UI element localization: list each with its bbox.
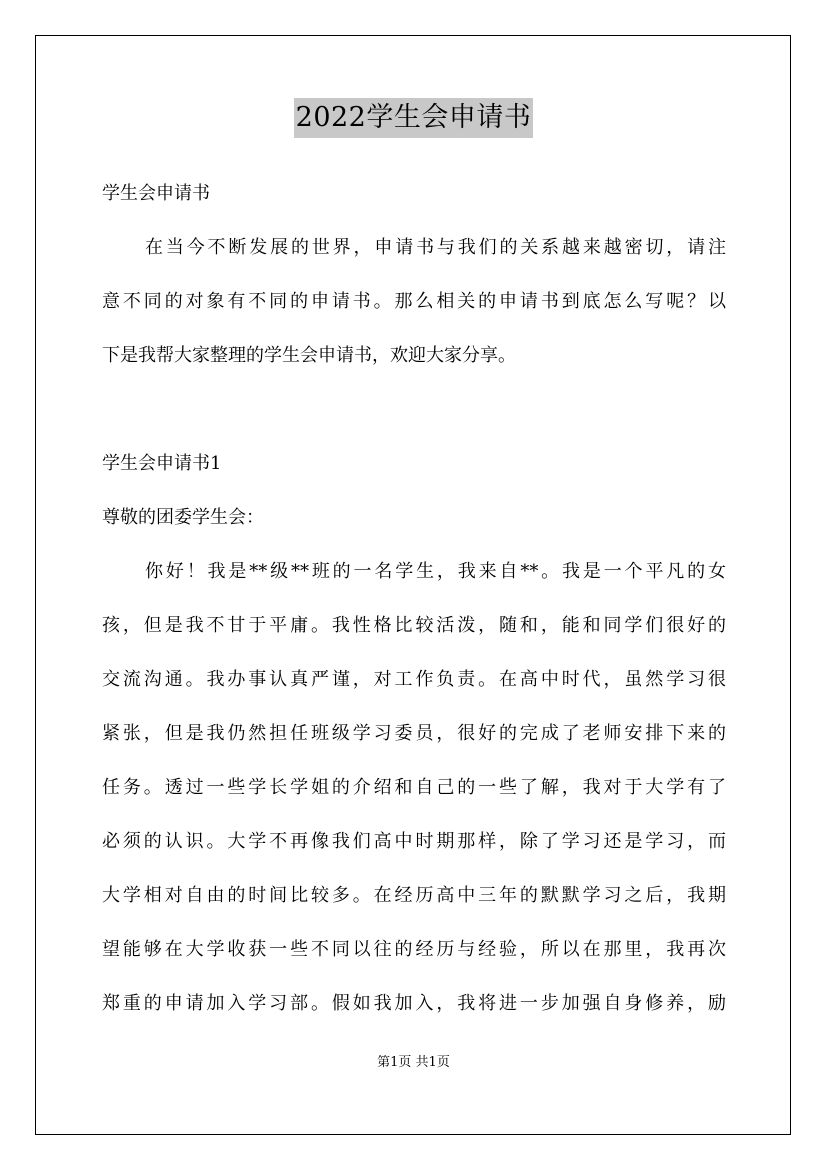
body-line-2: 孩，但是我不甘于平庸。我性格比较活泼，随和，能和同学们很好的 [102, 615, 726, 636]
intro-line-3: 下是我帮大家整理的学生会申请书，欢迎大家分享。 [102, 345, 516, 366]
body-line-1: 你好！我是**级**班的一名学生，我来自**。我是一个平凡的女 [145, 561, 726, 582]
page-footer: 第1页 共1页 [377, 1055, 450, 1070]
body-line-5: 任务。透过一些学长学姐的介绍和自己的一些了解，我对于大学有了 [102, 777, 726, 798]
intro-line-2: 意不同的对象有不同的申请书。那么相关的申请书到底怎么写呢？以 [102, 291, 726, 312]
body-line-6: 必须的认识。大学不再像我们高中时期那样，除了学习还是学习，而 [102, 831, 726, 852]
body-line-3: 交流沟通。我办事认真严谨，对工作负责。在高中时代，虽然学习很 [102, 669, 726, 690]
title-container [0, 98, 827, 138]
body-line-4: 紧张，但是我仍然担任班级学习委员，很好的完成了老师安排下来的 [102, 723, 726, 744]
body-line-9: 郑重的申请加入学习部。假如我加入，我将进一步加强自身修养，励 [102, 993, 726, 1014]
document-title: 2022学生会申请书 [294, 98, 534, 138]
salutation: 尊敬的团委学生会： [102, 507, 264, 528]
body-line-8: 望能够在大学收获一些不同以往的经历与经验，所以在那里，我再次 [102, 939, 726, 960]
intro-heading: 学生会申请书 [102, 183, 210, 204]
intro-line-1: 在当今不断发展的世界，申请书与我们的关系越来越密切，请注 [145, 237, 726, 258]
section-heading: 学生会申请书1 [102, 453, 222, 474]
body-line-7: 大学相对自由的时间比较多。在经历高中三年的默默学习之后，我期 [102, 885, 726, 906]
